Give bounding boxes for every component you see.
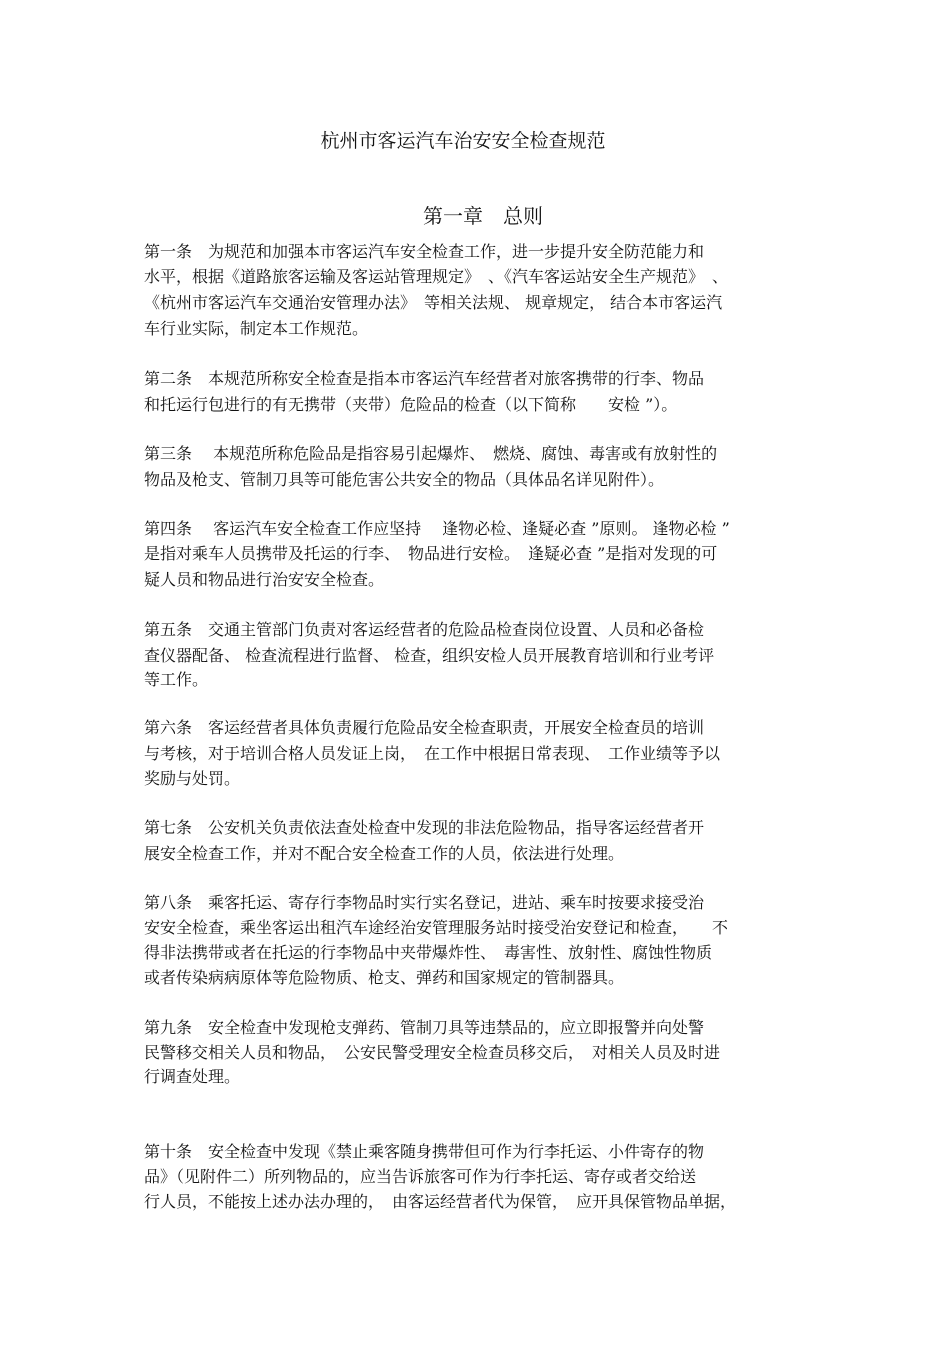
article-line: 第七条 公安机关负责依法查处检查中发现的非法危险物品，指导客运经营者开: [144, 818, 705, 837]
article-line: 第五条 交通主管部门负责对客运经营者的危险品检查岗位设置、人员和必备检: [144, 620, 705, 639]
article-line: 等工作。: [144, 670, 209, 689]
article-line: 展安全检查工作，并对不配合安全检查工作的人员，依法进行处理。: [144, 844, 625, 863]
article-line: 得非法携带或者在托运的行李物品中夹带爆炸性、 毒害性、放射性、腐蚀性物质: [144, 943, 713, 962]
article-line: 第六条 客运经营者具体负责履行危险品安全检查职责，开展安全检查员的培训: [144, 718, 705, 737]
article-line: 奖励与处罚。: [144, 769, 241, 788]
article-line: 物品及枪支、管制刀具等可能危害公共安全的物品（具体品名详见附件）。: [144, 470, 665, 489]
article-line: 民警移交相关人员和物品， 公安民警受理安全检查员移交后， 对相关人员及时进: [144, 1043, 721, 1062]
article-line: 是指对乘车人员携带及托运的行李、 物品进行安检。 逢疑必查 ”是指对发现的可: [144, 544, 718, 563]
article-line: 《杭州市客运汽车交通治安管理办法》 等相关法规、 规章规定， 结合本市客运汽: [144, 293, 723, 312]
article-line: 第三条 本规范所称危险品是指容易引起爆炸、 燃烧、腐蚀、毒害或有放射性的: [144, 444, 718, 463]
article-line: 疑人员和物品进行治安安全检查。: [144, 570, 385, 589]
article-line: 行调查处理。: [144, 1067, 241, 1086]
article-line: 第二条 本规范所称安全检查是指本市客运汽车经营者对旅客携带的行李、物品: [144, 369, 705, 388]
article-line: 第一条 为规范和加强本市客运汽车安全检查工作，进一步提升安全防范能力和: [144, 242, 705, 261]
article-line: 水平，根据《道路旅客运输及客运站管理规定》 、《汽车客运站安全生产规范》 、: [144, 267, 729, 286]
article-line: 车行业实际，制定本工作规范。: [144, 319, 369, 338]
article-line: 与考核，对于培训合格人员发证上岗， 在工作中根据日常表现、 工作业绩等予以: [144, 744, 721, 763]
article-line: 品》（见附件二）所列物品的，应当告诉旅客可作为行李托运、寄存或者交给送: [144, 1167, 697, 1186]
article-line: 查仪器配备、 检查流程进行监督、 检查，组织安检人员开展教育培训和行业考评: [144, 646, 715, 665]
article-line: 第四条 客运汽车安全检查工作应坚持 逢物必检、逢疑必查 ”原则。 逢物必检 ”: [144, 519, 730, 538]
article-line: 第九条 安全检查中发现枪支弹药、管制刀具等违禁品的，应立即报警并向处警: [144, 1018, 705, 1037]
chapter-heading: 第一章 总则: [423, 204, 543, 228]
article-line: 安安全检查，乘坐客运出租汽车途经治安管理服务站时接受治安登记和检查， 不: [144, 918, 729, 937]
article-line: 和托运行包进行的有无携带（夹带）危险品的检查（以下简称 安检 ”）。: [144, 395, 678, 414]
article-line: 或者传染病病原体等危险物质、枪支、弹药和国家规定的管制器具。: [144, 968, 625, 987]
article-line: 第八条 乘客托运、寄存行李物品时实行实名登记，进站、乘车时按要求接受治: [144, 893, 705, 912]
document-title: 杭州市客运汽车治安安全检查规范: [320, 130, 606, 152]
article-line: 第十条 安全检查中发现《禁止乘客随身携带但可作为行李托运、小件寄存的物: [144, 1142, 705, 1161]
article-line: 行人员，不能按上述办法办理的， 由客运经营者代为保管， 应开具保管物品单据，: [144, 1192, 737, 1211]
